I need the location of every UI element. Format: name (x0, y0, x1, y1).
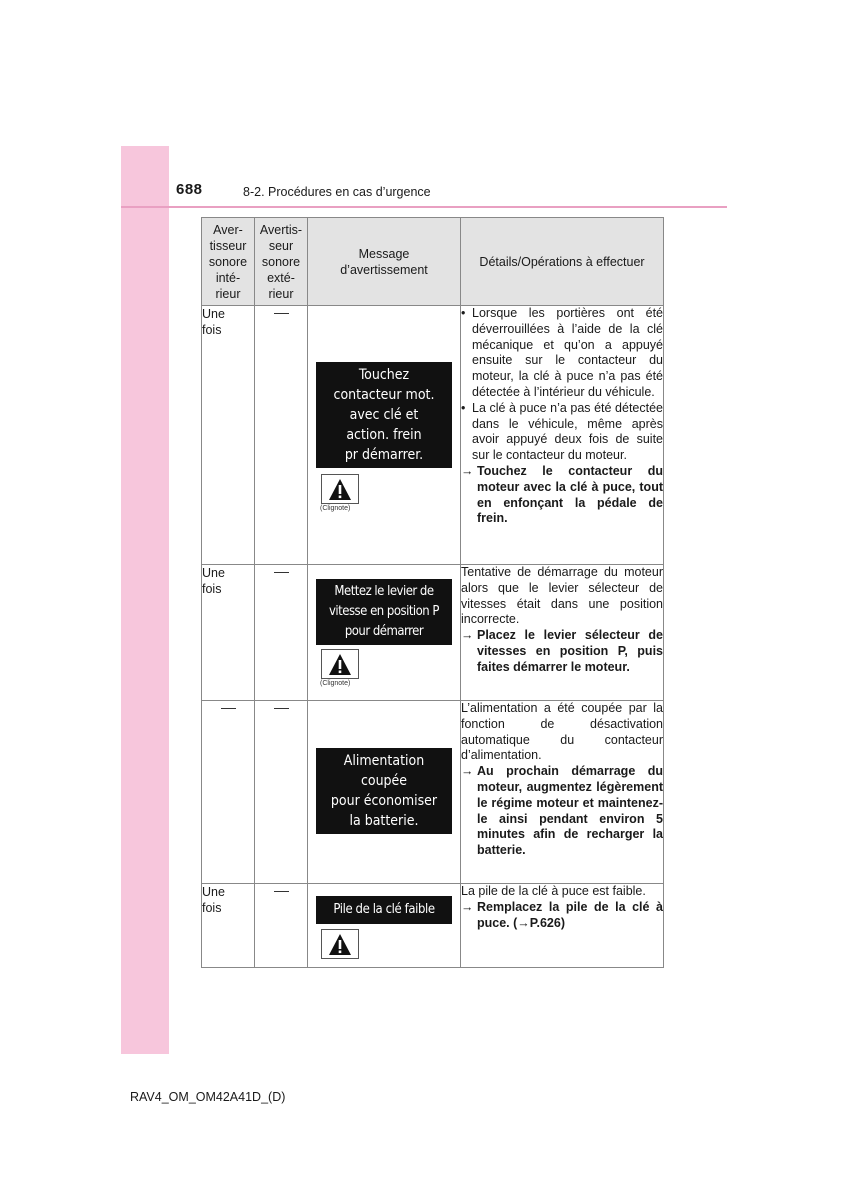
detail-action: → Touchez le contacteur du moteur avec la clé à puce, tout en enfonçant la pédale de frein. (461, 463, 663, 526)
em-dash (274, 572, 289, 573)
display-message: Pile de la clé faible (316, 896, 452, 924)
em-dash (274, 891, 289, 892)
display-message: Alimentation coupée pour économiser la batterie. (316, 748, 452, 834)
detail-action: → Remplacez la pile de la clé à puce. (→P.626) (461, 899, 663, 930)
detail-action: → Au prochain démarrage du moteur, augmentez légèrement le régime moteur et maintenez-le ainsi pendant environ 5 minutes afin de recharger la batterie. (461, 764, 663, 858)
right-arrow-icon: → (461, 463, 474, 478)
chapter-tab-bar (121, 146, 169, 1054)
exterior-buzzer-cell (255, 565, 308, 701)
section-title: 8-2. Procédures en cas d’urgence (243, 185, 431, 199)
header-exterior-buzzer: Avertis- seur sonore exté- rieur (255, 218, 308, 306)
detail-text: L’alimentation a été coupée par la fonction de désactivation automatique du contacteur d’alimentation. (461, 701, 663, 763)
master-warning-indicator (321, 929, 359, 959)
display-message: Mettez le levier de vitesse en position P pour démarrer (316, 579, 452, 645)
interior-buzzer-cell (202, 701, 255, 884)
blink-label: (Clignote) (320, 680, 351, 687)
interior-buzzer-cell: Une fois (202, 306, 255, 565)
warning-triangle-icon (328, 478, 352, 501)
message-cell (308, 701, 461, 884)
exterior-buzzer-cell (255, 306, 308, 565)
table-row (202, 884, 664, 968)
detail-text: La pile de la clé à puce est faible. (461, 884, 646, 898)
display-message: Touchez contacteur mot. avec clé et action. frein pr démarrer. (316, 362, 452, 468)
em-dash (274, 708, 289, 709)
detail-text: Tentative de démarrage du moteur alors que le levier sélecteur de vitesses était dans une position incorrecte. (461, 565, 663, 627)
master-warning-indicator (321, 474, 359, 504)
page-number: 688 (176, 181, 203, 198)
table-row (202, 306, 664, 565)
header-interior-buzzer: Aver- tisseur sonore inté- rieur (202, 218, 255, 306)
exterior-buzzer-cell (255, 884, 308, 968)
details-cell (461, 701, 664, 884)
right-arrow-icon: → (461, 764, 474, 779)
warning-table (201, 217, 664, 968)
document-code: RAV4_OM_OM42A41D_(D) (130, 1090, 286, 1104)
table-row (202, 565, 664, 701)
warning-triangle-icon (328, 653, 352, 676)
detail-action: → Placez le levier sélecteur de vitesses en position P, puis faites démarrer le moteur. (461, 628, 663, 674)
details-cell (461, 306, 664, 565)
table-row (202, 701, 664, 884)
header-details: Détails/Opérations à effectuer (461, 218, 664, 306)
table-header-row (202, 218, 664, 306)
header-message: Message d’avertissement (308, 218, 461, 306)
message-cell (308, 884, 461, 968)
em-dash (221, 708, 236, 709)
details-cell (461, 884, 664, 968)
blink-label: (Clignote) (320, 505, 351, 512)
right-arrow-icon: → (461, 628, 474, 643)
message-cell (308, 306, 461, 565)
interior-buzzer-cell: Une fois (202, 565, 255, 701)
interior-buzzer-cell: Une fois (202, 884, 255, 968)
message-cell (308, 565, 461, 701)
right-arrow-icon: → (461, 899, 474, 914)
em-dash (274, 313, 289, 314)
header-rule (121, 206, 727, 208)
detail-bullet: • Lorsque les portières ont été déverrouillées à l’aide de la clé mécanique et qu’on a appuyé ensuite sur le contacteur du moteur, la clé à puce n’a pas été détectée à l’intérieur du véhicule. (461, 306, 663, 401)
master-warning-indicator (321, 649, 359, 679)
exterior-buzzer-cell (255, 701, 308, 884)
detail-bullet: • La clé à puce n’a pas été détectée dans le véhicule, même après avoir appuyé deux fois de suite sur le contacteur du moteur. (461, 401, 663, 464)
details-cell (461, 565, 664, 701)
warning-triangle-icon (328, 933, 352, 956)
